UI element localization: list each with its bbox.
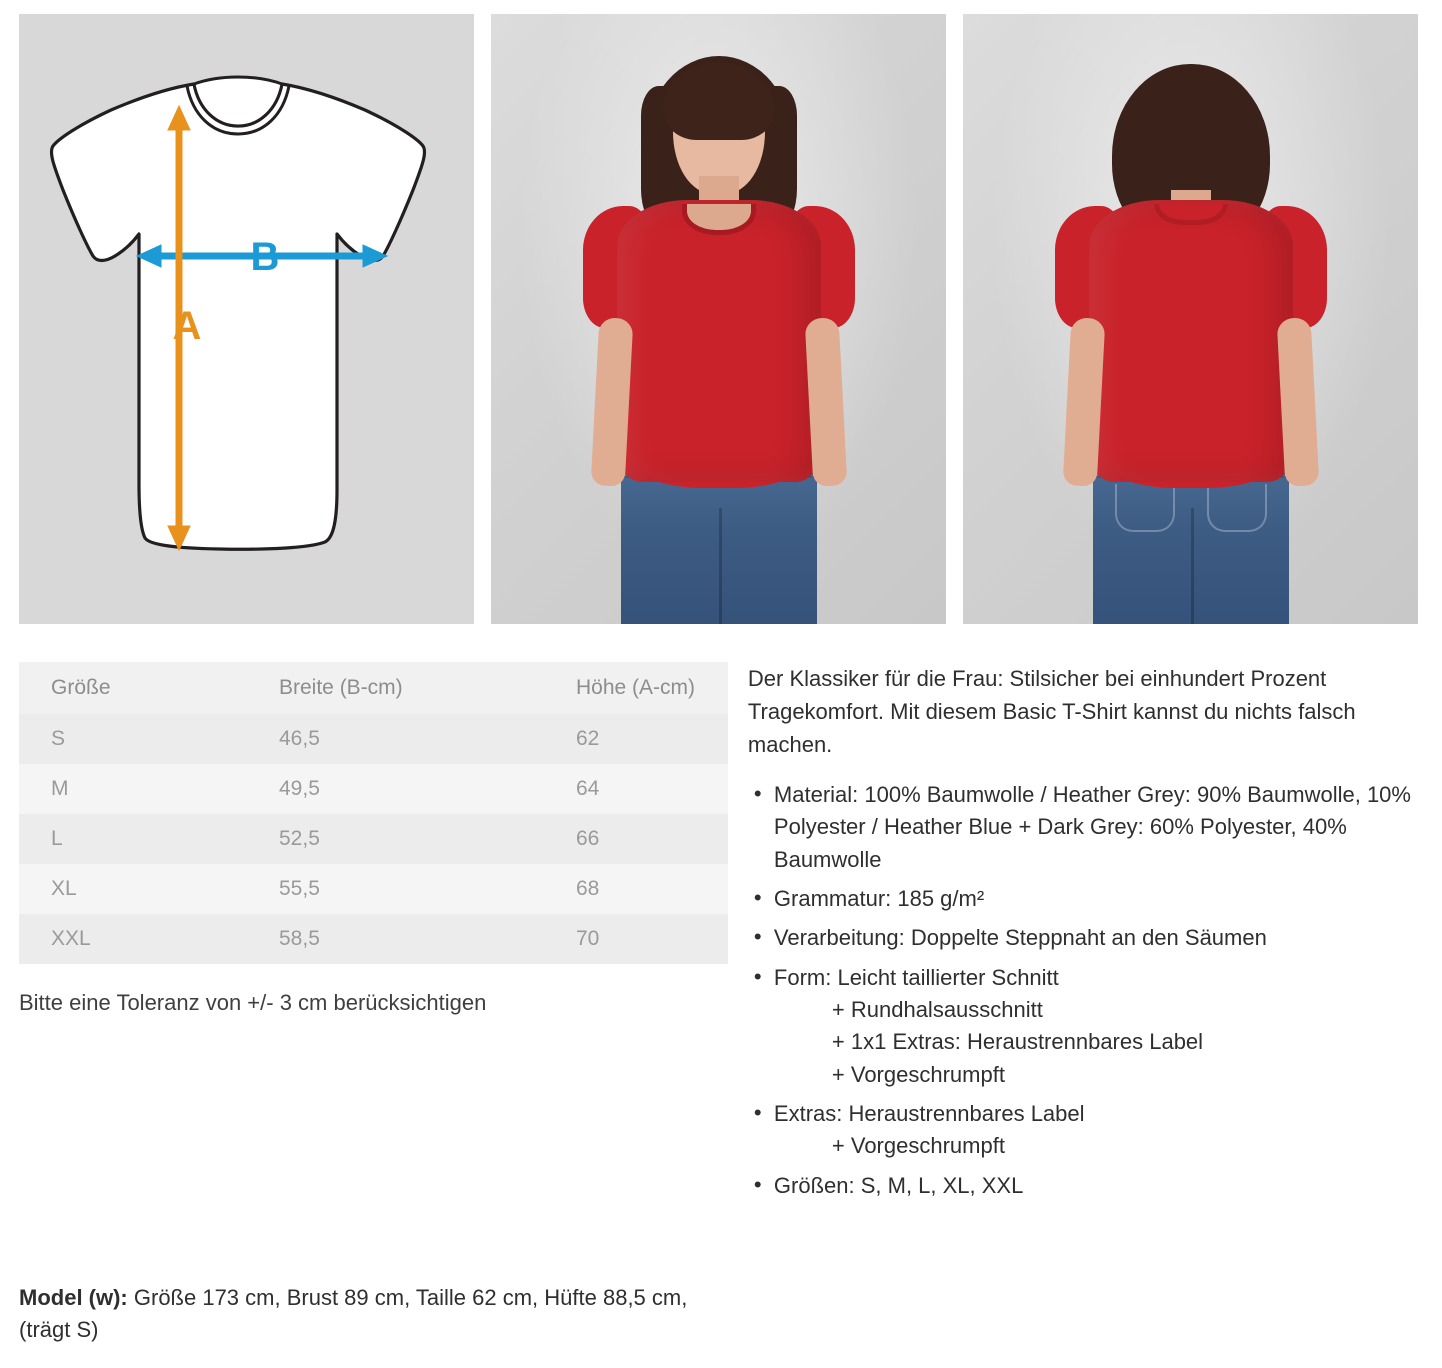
cell-width: 46,5	[247, 714, 544, 764]
col-header-size: Größe	[19, 662, 247, 714]
cell-size: M	[19, 764, 247, 814]
model-figure-front	[569, 14, 869, 624]
feature-text: Material: 100% Baumwolle / Heather Grey: 90% Baumwolle, 10% Polyester / Heather Blue + Dark Grey: 60% Polyester, 40% Baumwolle	[773, 782, 1411, 872]
svg-text:B: B	[250, 235, 280, 279]
cell-width: 52,5	[247, 814, 544, 864]
product-image-row	[0, 0, 1442, 624]
model-figure-back	[1041, 14, 1341, 624]
jeans-pocket-right	[1207, 484, 1267, 532]
red-tshirt-back	[1089, 200, 1293, 482]
cell-height: 66	[544, 814, 728, 864]
cell-height: 70	[544, 914, 728, 964]
feature-list	[748, 779, 1423, 1202]
feature-text: Extras: Heraustrennbares Label	[773, 1100, 1085, 1126]
jeans-pocket-left	[1115, 484, 1175, 532]
cell-width: 58,5	[247, 914, 544, 964]
feature-subline: + 1x1 Extras: Heraustrennbares Label	[831, 1029, 1204, 1055]
size-table	[19, 662, 728, 964]
description-intro: Der Klassiker für die Frau: Stilsicher bei einhundert Prozent Tragekomfort. Mit diesem Basic T-Shirt kannst du nichts falsch machen.	[747, 666, 1356, 757]
feature-subline: + Vorgeschrumpft	[831, 1061, 1005, 1087]
feature-subline: + Rundhalsausschnitt	[831, 996, 1043, 1022]
model-label: Model (w):	[19, 1285, 128, 1311]
tshirt-measurement-diagram	[19, 14, 474, 624]
cell-size: XXL	[19, 914, 247, 964]
list-item	[748, 1098, 1423, 1163]
cell-height: 68	[544, 864, 728, 914]
table-row	[19, 764, 728, 814]
feature-text: Verarbeitung: Doppelte Steppnaht an den Säumen	[773, 925, 1267, 951]
description-column	[736, 662, 1423, 1209]
model-front-photo	[491, 14, 946, 624]
cell-size: XL	[19, 864, 247, 914]
list-item	[748, 1170, 1423, 1202]
cell-height: 62	[544, 714, 728, 764]
cell-height: 64	[544, 764, 728, 814]
model-back-photo	[963, 14, 1418, 624]
feature-text: Größen: S, M, L, XL, XXL	[773, 1172, 1024, 1198]
feature-text: Grammatur: 185 g/m²	[773, 885, 985, 911]
details-section	[0, 624, 1442, 1209]
table-row	[19, 714, 728, 764]
table-header-row	[19, 662, 728, 714]
size-table-head	[19, 662, 728, 714]
list-item	[748, 922, 1423, 954]
list-item	[748, 962, 1423, 1091]
col-header-height: Höhe (A-cm)	[544, 662, 728, 714]
feature-subline: + Vorgeschrumpft	[831, 1133, 1005, 1159]
feature-text: Form: Leicht taillierter Schnitt	[773, 964, 1059, 990]
table-row	[19, 814, 728, 864]
table-row	[19, 914, 728, 964]
model-measurement-text: Größe 173 cm, Brust 89 cm, Taille 62 cm, Hüfte 88,5 cm, (trägt S)	[19, 1285, 688, 1343]
svg-text:A: A	[172, 304, 202, 348]
cell-size: L	[19, 814, 247, 864]
cell-width: 49,5	[247, 764, 544, 814]
size-chart-column	[19, 662, 736, 1209]
red-tshirt-front	[617, 200, 821, 482]
cell-size: S	[19, 714, 247, 764]
col-header-width: Breite (B-cm)	[247, 662, 544, 714]
list-item	[748, 779, 1423, 876]
cell-width: 55,5	[247, 864, 544, 914]
table-row	[19, 864, 728, 914]
tolerance-note: Bitte eine Toleranz von +/- 3 cm berücksichtigen	[19, 990, 487, 1015]
list-item	[748, 883, 1423, 915]
size-table-body	[19, 714, 728, 964]
model-measurements	[19, 1282, 719, 1346]
